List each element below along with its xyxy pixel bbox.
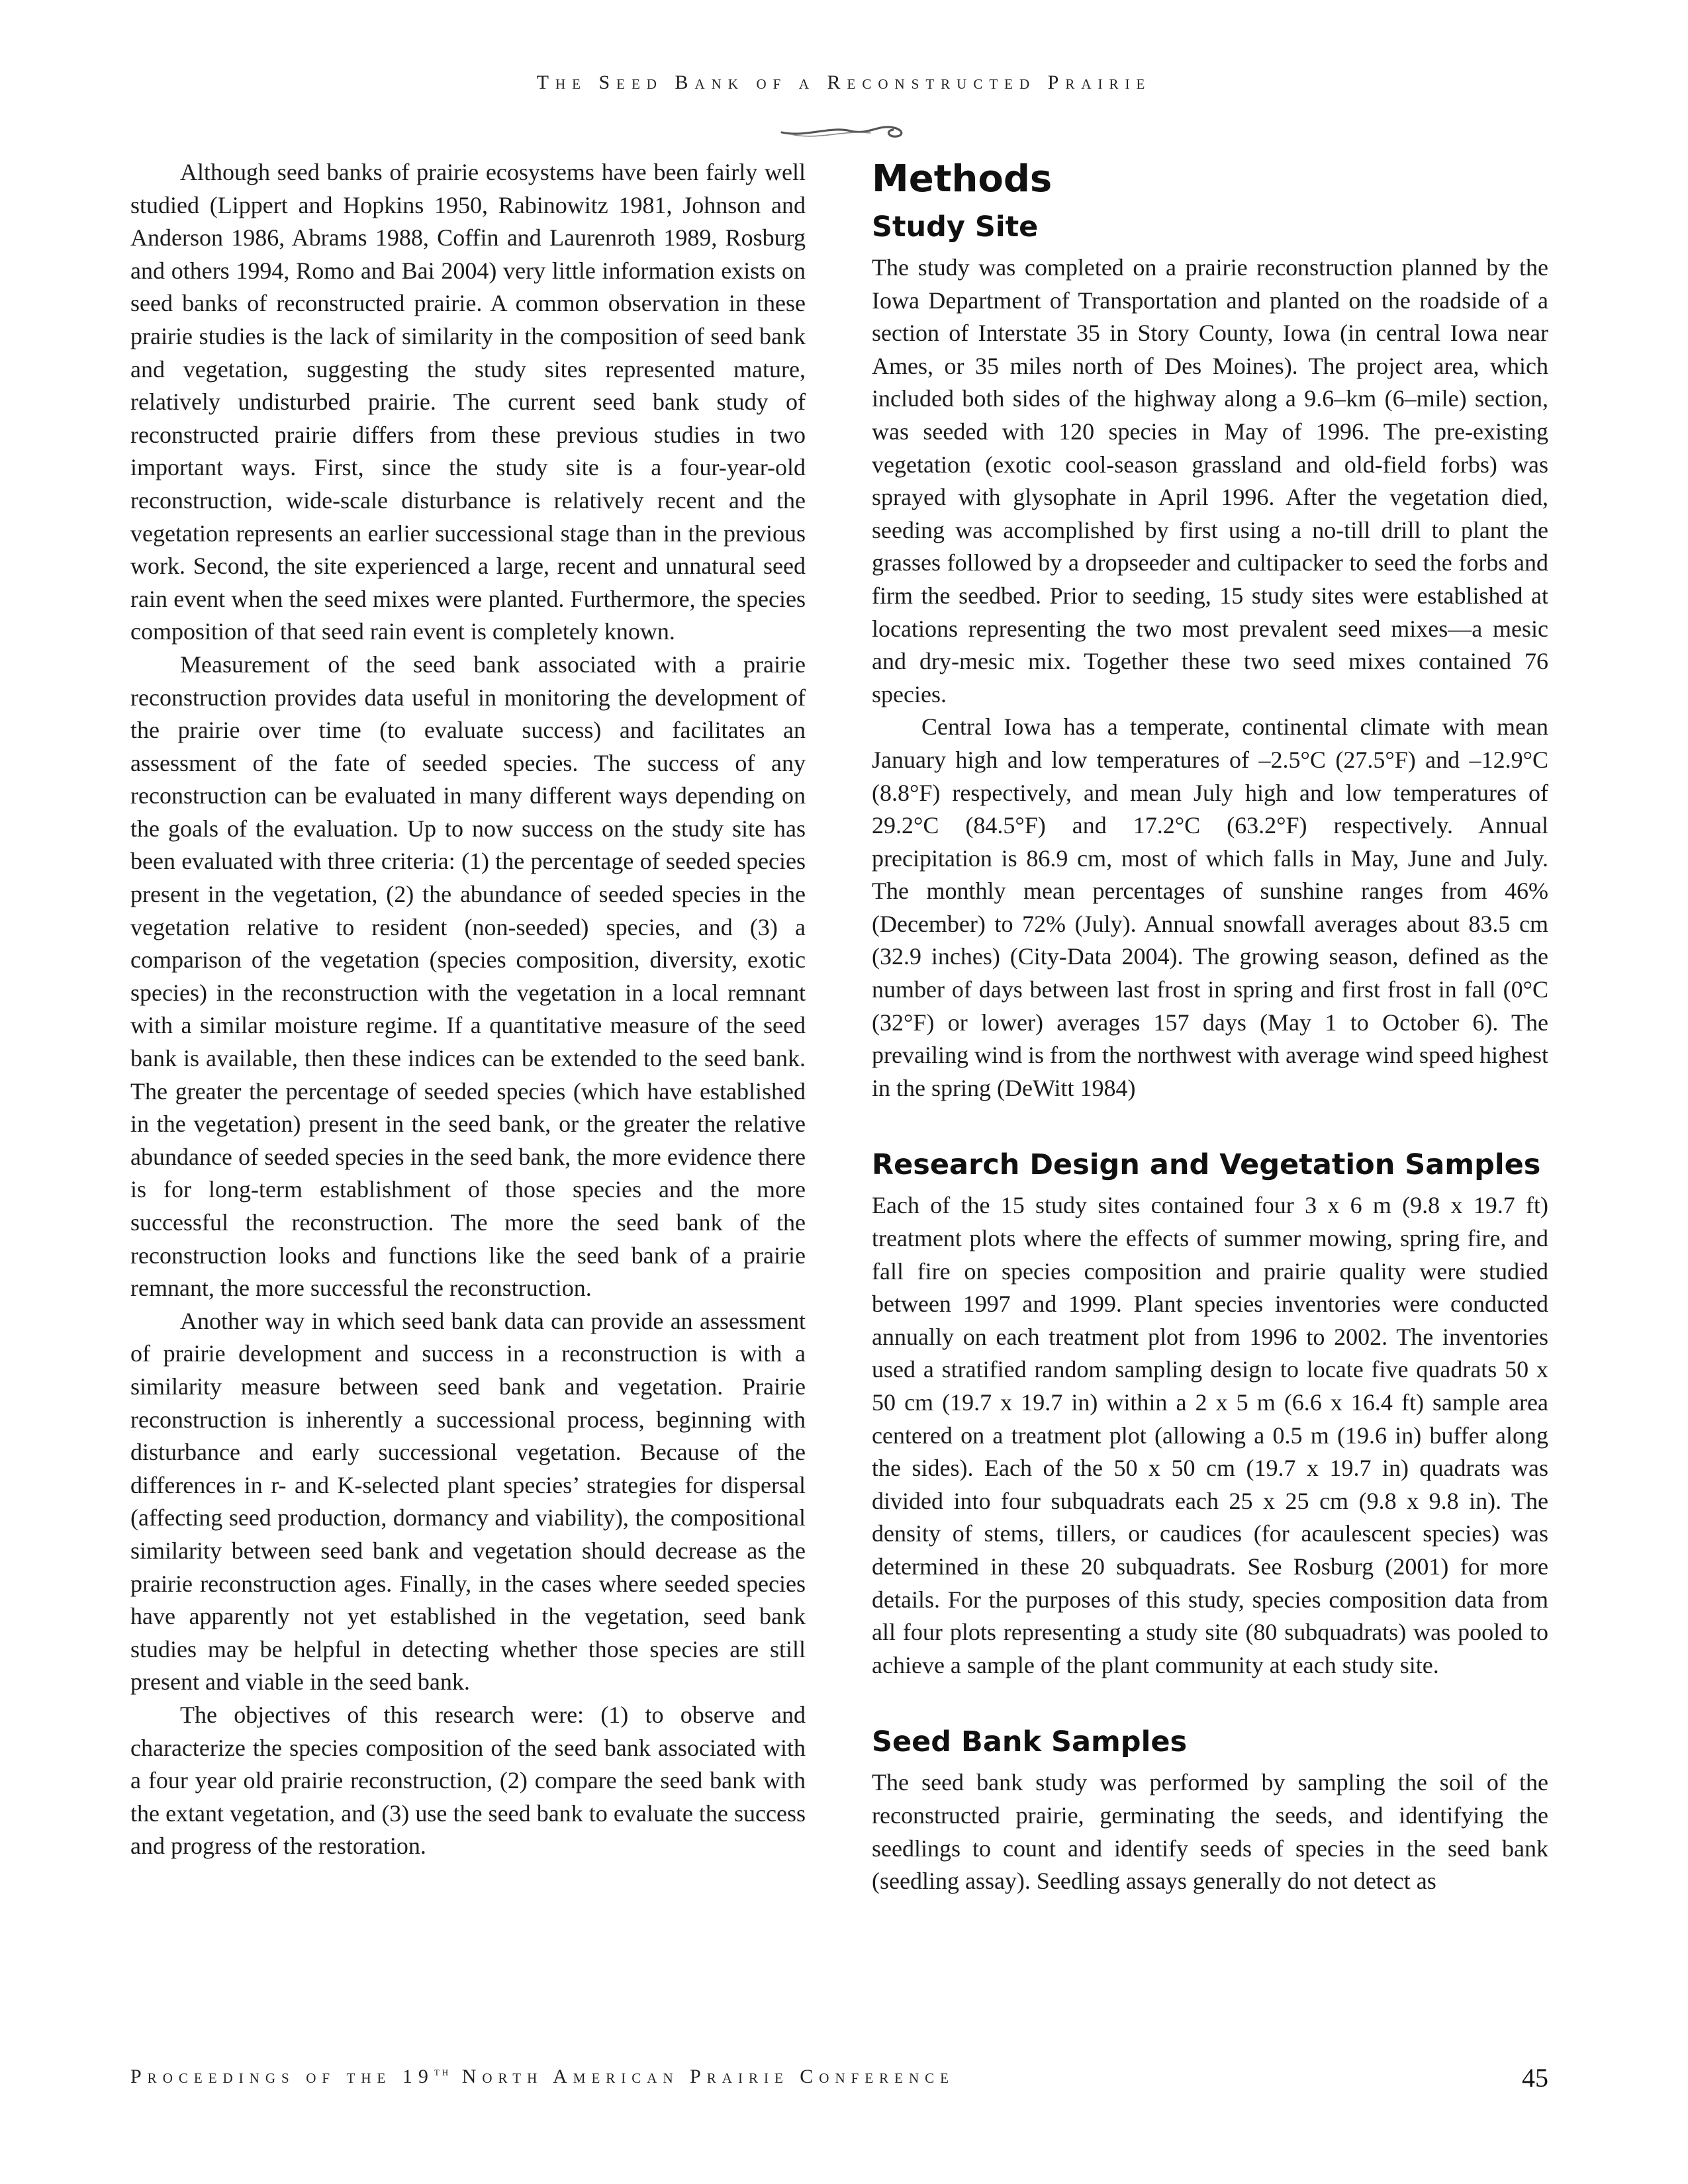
research-design-heading: Research Design and Vegetation Samples bbox=[872, 1148, 1541, 1182]
page-footer bbox=[130, 2065, 1548, 2098]
proceedings-prefix: Proceedings of the 19 bbox=[130, 2066, 434, 2087]
flourish-ornament-icon bbox=[778, 118, 910, 144]
study-site-paragraph-1: The study was completed on a prairie reconstruction planned by the Iowa Department of Transportation and planted on the roadside of a section of Interstate 35 in Story County, Iowa (in central Iowa near Ames, or 35 miles north of Des Moines). The project area, which included both sides of the highway along a 9.6–km (6–mile) section, was seeded with 120 species in May of 1996. The pre-existing vegetation (exotic cool-season grassland and old-field forbs) was sprayed with glysophate in April 1996. After the vegetation died, seeding was accomplished by first using a no-till drill to plant the grasses followed by a dropseeder and cultipacker to seed the forbs and firm the seedbed. Prior to seeding, 15 study sites were established at locations representing the two most prevalent seed mixes—a mesic and dry-mesic mix. Together these two seed mixes contained 76 species. bbox=[872, 254, 1548, 707]
proceedings-ordinal: th bbox=[434, 2065, 451, 2078]
study-site-heading: Study Site bbox=[872, 210, 1039, 244]
proceedings-suffix: North American Prairie Conference bbox=[451, 2066, 955, 2087]
proceedings-title bbox=[130, 2065, 955, 2088]
page-number: 45 bbox=[1522, 2063, 1548, 2093]
methods-heading: Methods bbox=[872, 158, 1053, 201]
research-design-paragraph: Each of the 15 study sites contained four 3 x 6 m (9.8 x 19.7 ft) treatment plots where the effects of summer mowing, spring fire, and fall fire on species composition and prairie quality were studied between 1997 and 1999. Plant species inventories were conducted annually on each treatment plot from 1996 to 2002. The inventories used a stratified random sampling design to locate five quadrats 50 x 50 cm (19.7 x 19.7 in) within a 2 x 5 m (6.6 x 16.4 ft) sample area centered on a treatment plot (allowing a 0.5 m (19.6 in) buffer along the sides). Each of the 50 x 50 cm (19.7 x 19.7 in) quadrats was divided into four subquadrats each 25 x 25 cm (9.8 x 9.8 in). The density of stems, tillers, or caudices (for acaulescent species) was determined in these 20 subquadrats. See Rosburg (2001) for more details. For the purposes of this study, species composition data from all four plots representing a study site (80 subquadrats) was pooled to achieve a sample of the plant community at each study site. bbox=[872, 1192, 1548, 1678]
seed-bank-samples-heading: Seed Bank Samples bbox=[872, 1725, 1188, 1759]
running-head: The Seed Bank of a Reconstructed Prairie bbox=[536, 71, 1152, 93]
seed-bank-samples-paragraph: The seed bank study was performed by sampling the soil of the reconstructed prairie, germinating the seeds, and identifying the seedlings to count and identify seeds of species in the seed bank (seedling assay). Seedling assays generally do not detect as bbox=[872, 1769, 1548, 1895]
intro-paragraph-2: Measurement of the seed bank associated with a prairie reconstruction provides data useful in monitoring the development of the prairie over time (to evaluate success) and facilitates an assessment of the fate of seeded species. The success of any reconstruction can be evaluated in many different ways depending on the goals of the evaluation. Up to now success on the study site has been evaluated with three criteria: (1) the percentage of seeded species present in the vegetation, (2) the abundance of seeded species in the vegetation relative to resident (non-seeded) species, and (3) a comparison of the vegetation (species composition, diversity, exotic species) in the reconstruction with the vegetation in a local remnant with a similar moisture regime. If a quantitative measure of the seed bank is available, then these indices can be extended to the seed bank. The greater the percentage of seeded species (which have established in the vegetation) present in the seed bank, or the greater the relative abundance of seeded species in the seed bank, the more evidence there is for long-term establishment of those species and the more successful the reconstruction. The more the seed bank of the reconstruction looks and functions like the seed bank of a prairie remnant, the more successful the reconstruction. bbox=[130, 651, 806, 1302]
study-site-paragraph-2: Central Iowa has a temperate, continental climate with mean January high and low temperatures of –2.5°C (27.5°F) and –12.9°C (8.8°F) respectively, and mean July high and low temperatures of 29.2°C (84.5°F) and 17.2°C (63.2°F) respectively. Annual precipitation is 86.9 cm, most of which falls in May, June and July. The monthly mean percentages of sunshine ranges from 46% (December) to 72% (July). Annual snowfall averages about 83.5 cm (32.9 inches) (City-Data 2004). The growing season, defined as the number of days between last frost in spring and first frost in fall (0°C (32°F) or lower) averages 157 days (May 1 to October 6). The prevailing wind is from the northwest with average wind speed highest in the spring (DeWitt 1984) bbox=[872, 713, 1548, 1101]
right-column bbox=[872, 156, 1548, 1898]
left-column bbox=[130, 156, 806, 1863]
intro-paragraph-3: Another way in which seed bank data can provide an assessment of prairie development and success in a reconstruction is with a similarity measure between seed bank and vegetation. Prairie reconstruction is inherently a successional process, beginning with disturbance and early successional vegetation. Because of the differences in r- and K-selected plant species’ strategies for dispersal (affecting seed production, dormancy and viability), the compositional similarity between seed bank and vegetation should decrease as the prairie reconstruction ages. Finally, in the cases where seeded species have apparently not yet established in the vegetation, seed bank studies may be helpful in detecting whether those species are still present and viable in the seed bank. bbox=[130, 1307, 806, 1696]
intro-paragraph-1: Although seed banks of prairie ecosystems have been fairly well studied (Lippert and Hopkins 1950, Rabinowitz 1981, Johnson and Anderson 1986, Abrams 1988, Coffin and Laurenroth 1989, Rosburg and others 1994, Romo and Bai 2004) very little information exists on seed banks of reconstructed prairie. A common observation in these prairie studies is the lack of similarity in the composition of seed bank and vegetation, suggesting the study sites represented mature, relatively undisturbed prairie. The current seed bank study of reconstructed prairie differs from these previous studies in two important ways. First, since the study site is a four-year-old reconstruction, wide-scale disturbance is relatively recent and the vegetation represents an earlier successional stage than in the previous work. Second, the site experienced a large, recent and unnatural seed rain event when the seed mixes were planted. Furthermore, the species composition of that seed rain event is completely known. bbox=[130, 159, 806, 645]
intro-paragraph-4: The objectives of this research were: (1) to observe and characterize the species composition of the seed bank associated with a four year old prairie reconstruction, (2) compare the seed bank with the extant vegetation, and (3) use the seed bank to evaluate the success and progress of the restoration. bbox=[130, 1701, 806, 1860]
